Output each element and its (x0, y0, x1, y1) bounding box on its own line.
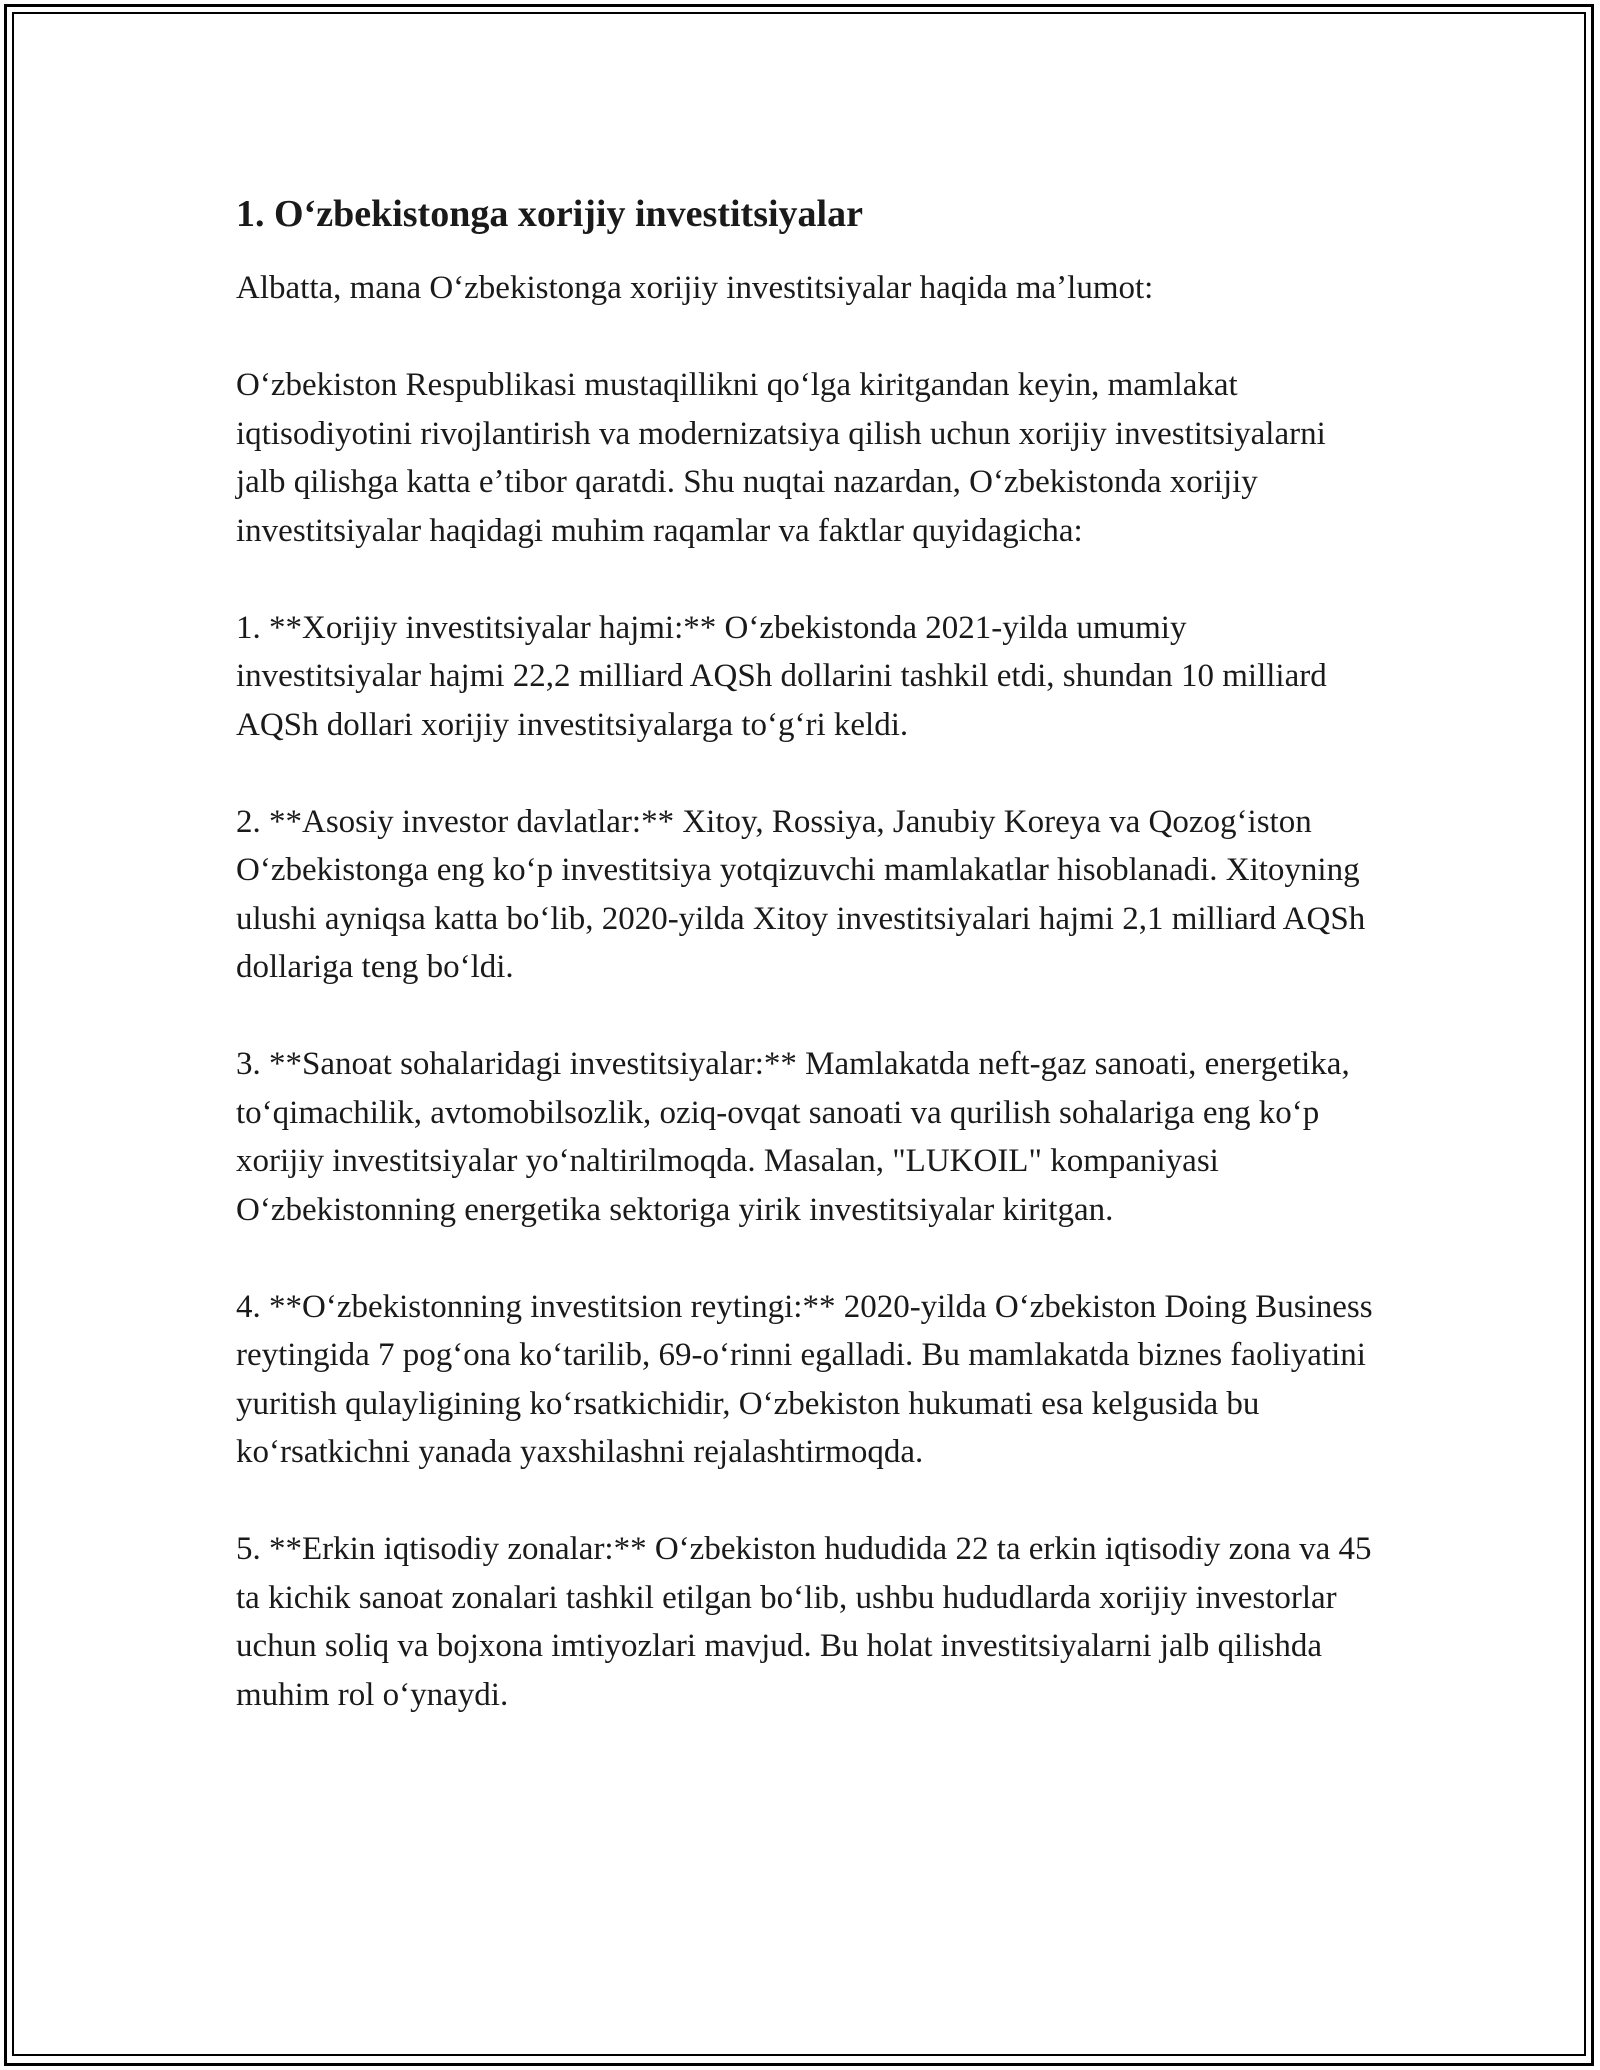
list-item-free-economic-zones: 5. **Erkin iqtisodiy zonalar:** Oʻzbekiston hududida 22 ta erkin iqtisodiy zona va 45 ta kichik sanoat zonalari tashkil etilgan boʻlib, ushbu hududlarda xorijiy investorlar uchun soliq va bojxona imtiyozlari mavjud. Bu holat investitsiyalarni jalb qilishda muhim rol oʻynaydi. (236, 1531, 1372, 1713)
context-paragraph: Oʻzbekiston Respublikasi mustaqillikni qoʻlga kiritgandan keyin, mamlakat iqtisodiyotini rivojlantirish va modernizatsiya qilish uchun xorijiy investitsiyalarni jalb qilishga katta eʼtibor qaratdi. Shu nuqtai nazardan, Oʻzbekistonda xorijiy investitsiyalar haqidagi muhim raqamlar va faktlar quyidagicha: (236, 367, 1326, 549)
list-item-industry-investments: 3. **Sanoat sohalaridagi investitsiyalar:** Mamlakatda neft-gaz sanoati, energetika, toʻqimachilik, avtomobilsozlik, oziq-ovqat sanoati va qurilish sohalariga eng koʻp xorijiy investitsiyalar yoʻnaltirilmoqda. Masalan, "LUKOIL" kompaniyasi Oʻzbekistonning energetika sektoriga yirik investitsiyalar kiritgan. (236, 1046, 1350, 1228)
intro-paragraph: Albatta, mana Oʻzbekistonga xorijiy investitsiyalar haqida maʼlumot: (236, 270, 1154, 306)
list-item-investment-rating: 4. **Oʻzbekistonning investitsion reytingi:** 2020-yilda Oʻzbekiston Doing Business reytingida 7 pogʻona koʻtarilib, 69-oʻrinni egalladi. Bu mamlakatda biznes faoliyatini yuritish qulayligining koʻrsatkichidir, Oʻzbekiston hukumati esa kelgusida bu koʻrsatkichni yanada yaxshilashni rejalashtirmoqda. (236, 1288, 1373, 1470)
document-body (236, 186, 1376, 1768)
list-item-investor-countries: 2. **Asosiy investor davlatlar:** Xitoy, Rossiya, Janubiy Koreya va Qozogʻiston Oʻzbekistonga eng koʻp investitsiya yotqizuvchi mamlakatlar hisoblanadi. Xitoyning ulushi ayniqsa katta boʻlib, 2020-yilda Xitoy investitsiyalari hajmi 2,1 milliard AQSh dollariga teng boʻldi. (236, 803, 1366, 985)
document-title: 1. Oʻzbekistonga xorijiy investitsiyalar (236, 193, 863, 235)
list-item-investment-volume: 1. **Xorijiy investitsiyalar hajmi:** Oʻzbekistonda 2021-yilda umumiy investitsiyalar hajmi 22,2 milliard AQSh dollarini tashkil etdi, shundan 10 milliard AQSh dollari xorijiy investitsiyalarga toʻgʻri keldi. (236, 609, 1327, 743)
